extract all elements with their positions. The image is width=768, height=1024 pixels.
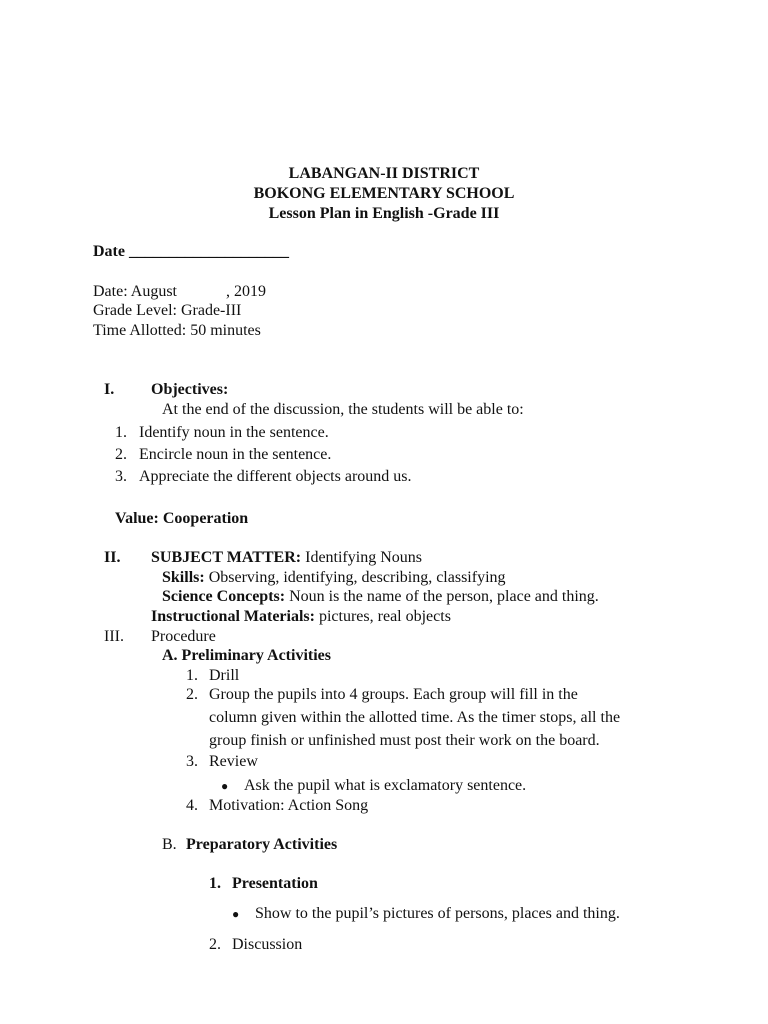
discussion-title: Discussion: [232, 936, 303, 953]
activity-number: 3.: [186, 753, 198, 770]
review-bullet-text: Ask the pupil what is exclamatory sentence.: [244, 777, 527, 794]
subject-matter-numeral: II.: [104, 549, 121, 566]
presentation-bullet-text: Show to the pupil’s pictures of persons, places and thing.: [255, 905, 620, 922]
subject-matter-line: SUBJECT MATTER: Identifying Nouns: [151, 549, 422, 566]
objective-number: 3.: [115, 468, 127, 485]
lesson-plan-title: Lesson Plan in English -Grade III: [268, 205, 500, 222]
date-label: Date: August: [93, 283, 177, 300]
activity-number: 4.: [186, 797, 198, 814]
presentation-number: 1.: [209, 875, 221, 892]
objective-number: 2.: [115, 446, 127, 463]
science-concepts-line: Science Concepts: Noun is the name of the person, place and thing.: [162, 588, 599, 605]
skills-line: Skills: Observing, identifying, describing, classifying: [162, 569, 506, 586]
activity-number: 2.: [186, 686, 198, 703]
preparatory-letter: B.: [162, 836, 177, 853]
preparatory-activities-heading: Preparatory Activities: [186, 836, 338, 853]
objective-item: Appreciate the different objects around us.: [139, 468, 412, 485]
district-heading: LABANGAN-II DISTRICT: [288, 165, 480, 182]
date-year: , 2019: [226, 283, 266, 300]
value-statement: Value: Cooperation: [115, 510, 249, 527]
objectives-intro: At the end of the discussion, the students will be able to:: [162, 401, 524, 418]
instructional-materials-line: Instructional Materials: pictures, real objects: [151, 608, 451, 625]
activity-item: Review: [209, 753, 258, 770]
activity-item-line: column given within the allotted time. As the timer stops, all the: [209, 709, 621, 726]
activity-number: 1.: [186, 667, 198, 684]
grade-level: Grade Level: Grade-III: [93, 302, 242, 319]
preliminary-activities-heading: A. Preliminary Activities: [162, 647, 331, 664]
objective-item: Encircle noun in the sentence.: [139, 446, 332, 463]
date-blank-line: Date ____________________: [93, 243, 289, 260]
activity-item-line: group finish or unfinished must post their work on the board.: [209, 732, 600, 749]
activity-item-line: Group the pupils into 4 groups. Each group will fill in the: [209, 686, 578, 703]
school-heading: BOKONG ELEMENTARY SCHOOL: [253, 185, 515, 202]
discussion-number: 2.: [209, 936, 221, 953]
activity-item: Motivation: Action Song: [209, 797, 369, 814]
activity-item: Drill: [209, 667, 240, 684]
procedure-title: Procedure: [151, 628, 216, 645]
presentation-title: Presentation: [232, 875, 318, 892]
procedure-numeral: III.: [104, 628, 124, 645]
objectives-numeral: I.: [104, 381, 115, 398]
objective-number: 1.: [115, 424, 127, 441]
objective-item: Identify noun in the sentence.: [139, 424, 329, 441]
time-allotted: Time Allotted: 50 minutes: [93, 322, 261, 339]
objectives-title: Objectives:: [151, 381, 229, 398]
